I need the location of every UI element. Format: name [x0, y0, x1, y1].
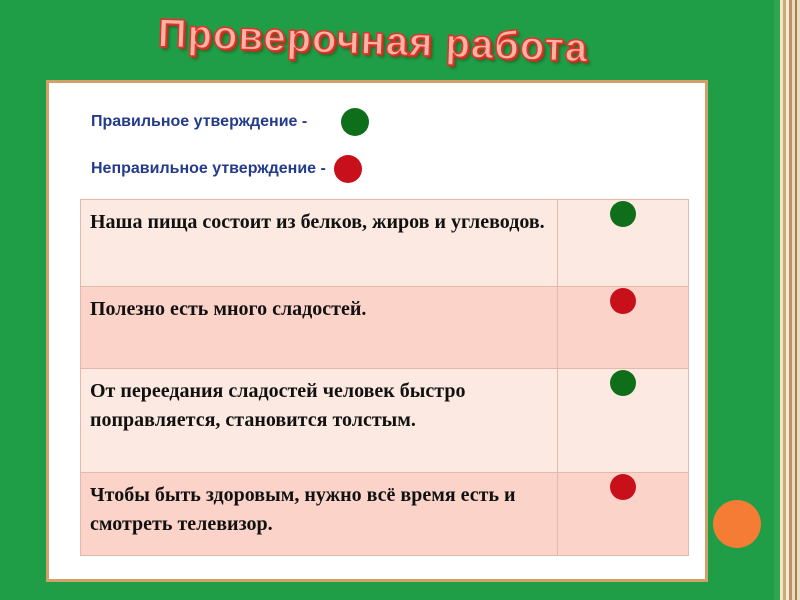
statement-text: От переедания сладостей человек быстро поправляется, становится толстым.	[81, 369, 558, 473]
answer-cell	[558, 369, 689, 473]
answer-cell	[558, 473, 689, 556]
slide-title: Проверочная работа	[157, 11, 589, 71]
table-row	[81, 287, 689, 369]
red-dot-icon	[334, 155, 362, 183]
green-dot-icon	[341, 108, 369, 136]
orange-circle-icon	[713, 500, 761, 548]
green-dot-icon	[610, 201, 636, 227]
table-row	[81, 473, 689, 556]
statements-table	[80, 199, 688, 555]
legend-incorrect-label: Неправильное утверждение -	[91, 160, 326, 177]
legend-incorrect	[91, 157, 362, 181]
table-row	[81, 369, 689, 473]
decorative-side-stripes	[774, 0, 800, 600]
statement-text: Наша пища состоит из белков, жиров и углеводов.	[81, 200, 558, 287]
table-row	[81, 200, 689, 287]
legend-correct	[91, 110, 369, 134]
legend-correct-label: Правильное утверждение -	[91, 113, 308, 130]
green-dot-icon	[610, 370, 636, 396]
statement-text: Полезно есть много сладостей.	[81, 287, 558, 369]
statement-text: Чтобы быть здоровым, нужно всё время есть и смотреть телевизор.	[81, 473, 558, 556]
answer-cell	[558, 287, 689, 369]
answer-cell	[558, 200, 689, 287]
red-dot-icon	[610, 474, 636, 500]
red-dot-icon	[610, 288, 636, 314]
